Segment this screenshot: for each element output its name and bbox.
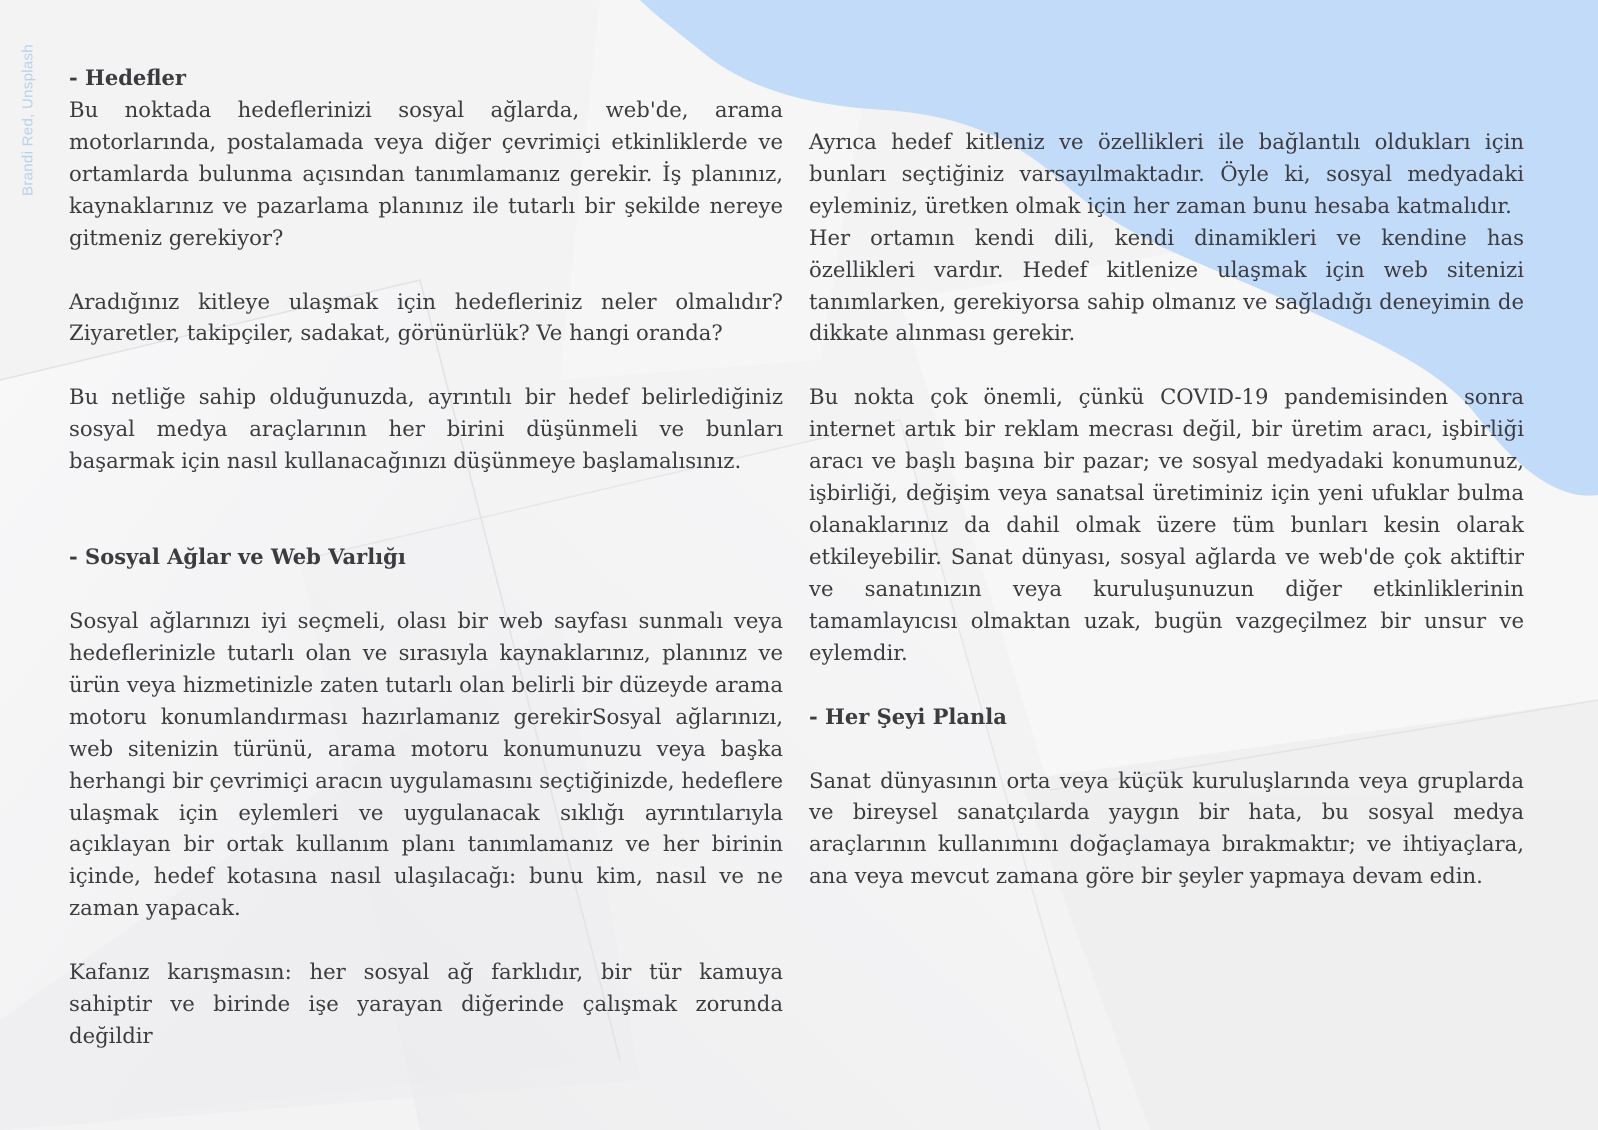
left-column xyxy=(69,62,783,1052)
paragraph: Bu netliğe sahip olduğunuzda, ayrıntılı bir hedef belirlediğiniz sosyal medya araçlarının her birini düşünmeli ve bunları başarmak için nasıl kullanacağınızı düşünmeye başlamalısınız. xyxy=(69,384,783,474)
paragraph: Ayrıca hedef kitleniz ve özellikleri ile bağlantılı oldukları için bunları seçtiğiniz varsayılmaktadır. Öyle ki, sosyal medyadaki eyleminiz, üretken olmak için her zaman bunu hesaba katmalıdır. xyxy=(809,129,1524,218)
paragraph: Bu noktada hedeflerinizi sosyal ağlarda, web'de, arama motorlarında, postalamada veya diğer çevrimiçi etkinliklerde ve ortamlarda bulunma açısından tanımlamanız gerekir. İş planınız, kaynaklarınız ve pazarlama planınız ile tutarlı bir şekilde nereye gitmeniz gerekiyor? xyxy=(69,97,783,250)
paragraph: Bu nokta çok önemli, çünkü COVID-19 pandemisinden sonra internet artık bir reklam mecrası değil, bir üretim aracı, işbirliği aracı ve başlı başına bir pazar; ve sosyal medyadaki konumunuz, işbirliği, değişim veya sanatsal üretiminiz için yeni ufuklar bulma olanaklarınız da dahil olmak üzere tüm bunları kesin olarak etkileyebilir. Sanat dünyası, sosyal ağlarda ve web'de çok aktiftir ve sanatınızın veya kuruluşunuzun diğer etkinliklerinin tamamlayıcısı olmaktan uzak, bugün vazgeçilmez bir unsur ve eylemdir. xyxy=(809,384,1524,665)
paragraph: Kafanız karışmasın: her sosyal ağ farklıdır, bir tür kamuya sahiptir ve birinde işe yarayan diğerinde çalışmak zorunda değildir xyxy=(69,959,783,1048)
paragraph: Sosyal ağlarınızı iyi seçmeli, olası bir web sayfası sunmalı veya hedeflerinizle tutarlı olan ve sırasıyla kaynaklarınız, planınız ve ürün veya hizmetinizle zaten tutarlı olan belirli bir düzeyde arama motoru konumlandırması hazırlamanız gerekirSosyal ağlarınızı, web sitenizin türünü, arama motoru konumunuzu veya başka herhangi bir çevrimiçi aracın uygulamasını seçtiğinizde, hedeflere ulaşmak için eylemleri ve uygulanacak sıklığı ayrıntılarıyla açıklayan bir ortak kullanım planı tanımlamanız ve her birinin içinde, hedef kotasına nasıl ulaşılacağı: bunu kim, nasıl ve ne zaman yapacak. xyxy=(69,608,783,921)
photo-credit: Brandi Red, Unsplash xyxy=(19,44,37,196)
right-column xyxy=(809,126,1524,892)
paragraph: Her ortamın kendi dili, kendi dinamikleri ve kendine has özellikleri vardır. Hedef kitlenize ulaşmak için web sitenizi tanımlarken, gerekiyorsa sahip olmanız ve sağladığı deneyimin de dikkate alınması gerekir. xyxy=(809,224,1524,346)
paragraph: Aradığınız kitleye ulaşmak için hedefleriniz neler olmalıdır? Ziyaretler, takipçiler, sadakat, görünürlük? Ve hangi oranda? xyxy=(69,288,783,346)
paragraph: Sanat dünyasının orta veya küçük kuruluşlarında veya gruplarda ve bireysel sanatçılarda yaygın bir hata, bu sosyal medya araçlarının kullanımını doğaçlamaya bırakmaktır; ve ihtiyaçlara, ana veya mevcut zamana göre bir şeyler yapmaya devam edin. xyxy=(809,767,1524,889)
heading-hedefler: - Hedefler xyxy=(69,65,186,90)
heading-sosyal-aglar: - Sosyal Ağlar ve Web Varlığı xyxy=(69,544,406,570)
heading-her-seyi-planla: - Her Şeyi Planla xyxy=(809,703,1007,729)
